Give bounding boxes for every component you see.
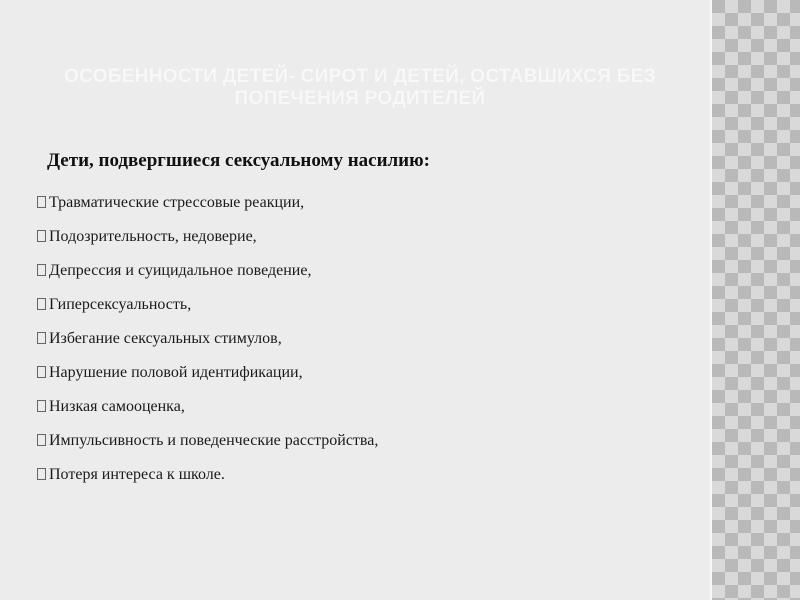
decorative-pattern-strip [712,0,800,600]
bullet-icon [37,366,46,378]
list-item [37,220,378,254]
list-item-text: Травматические стрессовые реакции, [49,194,305,211]
bullet-icon [37,332,46,344]
list-item [37,424,378,458]
list-item-text: Низкая самооценка, [49,398,185,415]
list-item-text: Подозрительность, недоверие, [49,228,257,245]
bullet-icon [37,400,46,412]
bullet-list [37,186,378,492]
list-item-text: Депрессия и суицидальное поведение, [49,262,312,279]
list-item [37,390,378,424]
list-item-text: Избегание сексуальных стимулов, [49,330,282,347]
bullet-icon [37,264,46,276]
list-item [37,186,378,220]
slide-title: ОСОБЕННОСТИ ДЕТЕЙ- СИРОТ И ДЕТЕЙ, ОСТАВШИХСЯ БЕЗ ПОПЕЧЕНИЯ РОДИТЕЛЕЙ [64,66,656,109]
list-item [37,288,378,322]
bullet-icon [37,196,46,208]
list-item-text: Потеря интереса к школе. [49,466,225,483]
list-item-text: Гиперсексуальность, [49,296,192,313]
bullet-icon [37,468,46,480]
list-item [37,356,378,390]
list-item [37,322,378,356]
bullet-icon [37,230,46,242]
bullet-icon [37,298,46,310]
list-item-text: Импульсивность и поведенческие расстройства, [49,432,379,449]
list-item [37,458,378,492]
bullet-icon [37,434,46,446]
list-item-text: Нарушение половой идентификации, [49,364,303,381]
slide-subtitle: Дети, подвергшиеся сексуальному насилию: [47,150,430,171]
list-item [37,254,378,288]
